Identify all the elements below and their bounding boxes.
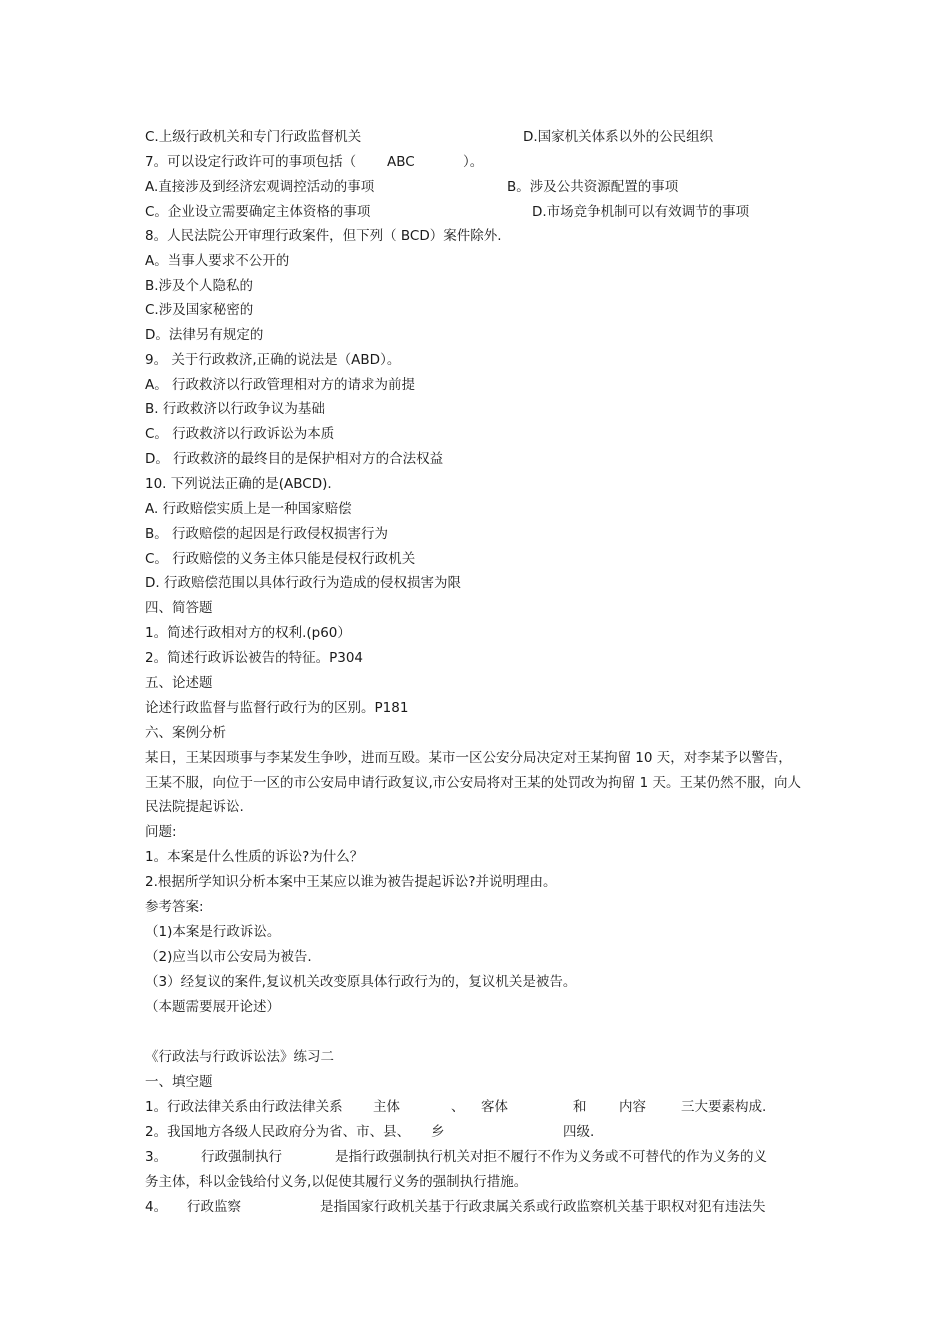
option-d: D.国家机关体系以外的公民组织 <box>523 129 714 145</box>
section-heading: 一、填空题 <box>145 1074 213 1090</box>
option-a: A。当事人要求不公开的 <box>145 253 290 269</box>
fill-answer: 行政强制执行 <box>201 1149 282 1165</box>
fill-text: 和 <box>573 1099 587 1115</box>
option-d: D。法律另有规定的 <box>145 327 264 343</box>
fill-text: 三大要素构成. <box>681 1099 767 1115</box>
answer-label: 参考答案: <box>145 899 204 915</box>
fill-blank-3-cont: 务主体，科以金钱给付义务,以促使其履行义务的强制执行措施。 <box>145 1174 528 1190</box>
answer-note: （本题需要展开论述） <box>145 999 280 1015</box>
fill-text: 是指行政强制执行机关对拒不履行不作为义务或不可替代的作为义务的义 <box>335 1149 767 1165</box>
short-answer-2: 2。简述行政诉讼被告的特征。P304 <box>145 650 363 666</box>
fill-answer: 客体 <box>481 1099 508 1115</box>
section-heading: 五、论述题 <box>145 675 213 691</box>
option-c: C.涉及国家秘密的 <box>145 302 254 318</box>
option-d: D. 行政赔偿范围以具体行政行为造成的侵权损害为限 <box>145 575 461 591</box>
question-9: 9。 关于行政救济,正确的说法是（ABD）。 <box>145 352 401 368</box>
section-heading: 六、案例分析 <box>145 725 226 741</box>
option-a: A. 行政赔偿实质上是一种国家赔偿 <box>145 501 352 517</box>
exercise-title: 《行政法与行政诉讼法》练习二 <box>145 1049 334 1065</box>
fill-text: 3。 <box>145 1149 168 1165</box>
option-a: A.直接涉及到经济宏观调控活动的事项 <box>145 179 375 195</box>
question-text: 7。可以设定行政许可的事项包括（ <box>145 154 357 170</box>
option-c: C。 行政救济以行政诉讼为本质 <box>145 426 335 442</box>
fill-answer: 内容 <box>619 1099 646 1115</box>
essay-question: 论述行政监督与监督行政行为的区别。P181 <box>145 700 409 716</box>
fill-text: 4。 <box>145 1199 168 1215</box>
section-heading: 四、简答题 <box>145 600 213 616</box>
case-question-1: 1。本案是什么性质的诉讼?为什么？ <box>145 849 364 865</box>
case-question-2: 2.根据所学知识分析本案中王某应以谁为被告提起诉讼?并说明理由。 <box>145 874 557 890</box>
fill-text: 2。我国地方各级人民政府分为省、市、县、 <box>145 1124 411 1140</box>
option-c: C.上级行政机关和专门行政监督机关 <box>145 129 362 145</box>
answer-blank: ABC <box>387 154 415 170</box>
question-10: 10. 下列说法正确的是(ABCD). <box>145 476 332 492</box>
option-b: B。 行政赔偿的起因是行政侵权损害行为 <box>145 526 389 542</box>
fill-text: 四级. <box>563 1124 595 1140</box>
fill-answer: 乡 <box>431 1124 445 1140</box>
fill-text: 、 <box>451 1099 465 1115</box>
option-d: D.市场竞争机制可以有效调节的事项 <box>532 204 750 220</box>
answer-item: （2)应当以市公安局为被告. <box>145 949 312 965</box>
question-text-end: ）。 <box>463 154 484 170</box>
option-c: C。企业设立需要确定主体资格的事项 <box>145 204 371 220</box>
answer-item: （3）经复议的案件,复议机关改变原具体行政行为的，复议机关是被告。 <box>145 974 577 990</box>
option-b: B.涉及个人隐私的 <box>145 278 254 294</box>
case-paragraph: 某日，王某因琐事与李某发生争吵，进而互殴。某市一区公安分局决定对王某拘留 10 天，对李某予以警告，王某不服，向位于一区的市公安局申请行政复议,市公安局将对王某的处罚改为拘留 1 天。王某仍然不服，向人民法院提起诉讼. <box>145 750 801 816</box>
fill-text: 1。行政法律关系由行政法律关系 <box>145 1099 343 1115</box>
questions-label: 问题: <box>145 824 177 840</box>
short-answer-1: 1。简述行政相对方的权利.(p60） <box>145 625 351 641</box>
fill-text: 是指国家行政机关基于行政隶属关系或行政监察机关基于职权对犯有违法失 <box>320 1199 766 1215</box>
option-d: D。 行政救济的最终目的是保护相对方的合法权益 <box>145 451 444 467</box>
option-b: B. 行政救济以行政争议为基础 <box>145 401 325 417</box>
option-b: B。涉及公共资源配置的事项 <box>507 179 679 195</box>
option-a: A。 行政救济以行政管理相对方的请求为前提 <box>145 377 416 393</box>
option-c: C。 行政赔偿的义务主体只能是侵权行政机关 <box>145 551 416 567</box>
answer-item: （1)本案是行政诉讼。 <box>145 924 281 940</box>
fill-answer: 主体 <box>373 1099 400 1115</box>
question-8: 8。人民法院公开审理行政案件，但下列（ BCD）案件除外. <box>145 228 502 244</box>
fill-answer: 行政监察 <box>187 1199 241 1215</box>
